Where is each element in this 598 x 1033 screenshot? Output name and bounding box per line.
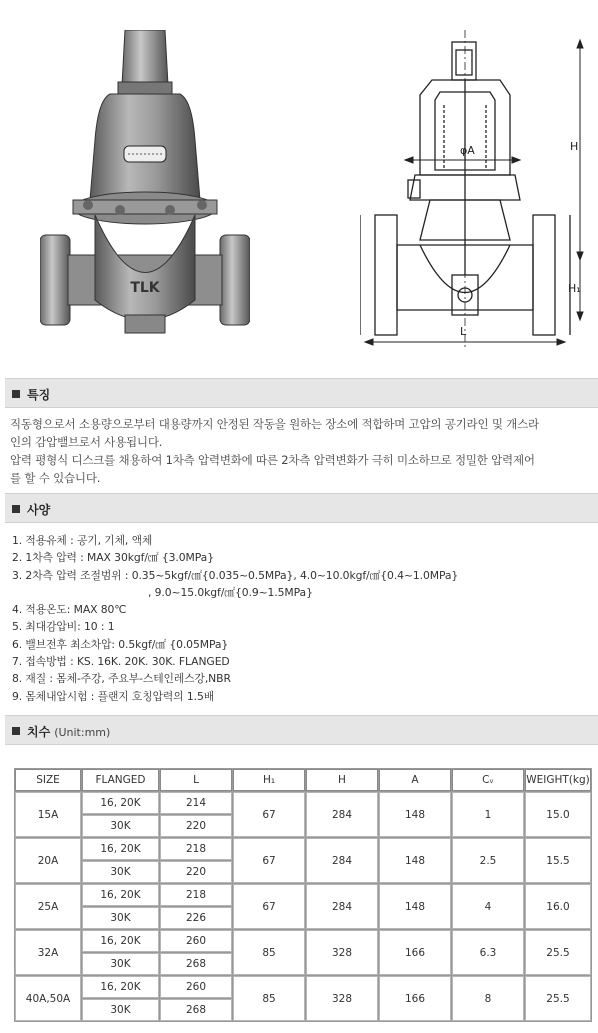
cell-flanged: 30K: [82, 999, 159, 1021]
cell-l: 226: [160, 907, 232, 929]
spec-item-continuation: , 9.0~15.0kgf/㎠{0.9~1.5MPa}: [148, 585, 313, 599]
table-row: [15, 976, 591, 998]
cell-h1: 67: [233, 884, 305, 929]
cell-a: 148: [379, 792, 451, 837]
dim-label-phi-a: φA: [460, 144, 475, 157]
cell-weight: 15.5: [525, 838, 591, 883]
spec-item: 4. 적용온도: MAX 80℃: [12, 603, 127, 617]
valve-logo: TLK: [130, 280, 160, 296]
cell-flanged: 16, 20K: [82, 976, 159, 998]
col-header-size: SIZE: [15, 769, 81, 791]
cell-cv: 2.5: [452, 838, 524, 883]
spec-item: 3. 2차측 압력 조절범위 : 0.35~5kgf/㎠{0.035~0.5MPa}, 4.0~10.0kgf/㎠{0.4~1.0MPa}: [12, 568, 459, 582]
cell-l: 214: [160, 792, 232, 814]
cell-size: 32A: [15, 930, 81, 975]
table-row: [15, 792, 591, 814]
dimensions-title: [27, 723, 110, 740]
cell-size: 25A: [15, 884, 81, 929]
cell-cv: 6.3: [452, 930, 524, 975]
cell-size: 20A: [15, 838, 81, 883]
spec-item: 2. 1차측 압력 : MAX 30kgf/㎠ {3.0MPa}: [12, 551, 214, 565]
valve-cross-section-drawing: [360, 20, 590, 355]
dim-label-l: L: [460, 325, 467, 338]
spec-item: 6. 밸브전후 최소차압: 0.5kgf/㎠ {0.05MPa}: [12, 637, 229, 651]
dim-label-h1: H₁: [568, 282, 581, 295]
specs-section-header: [5, 493, 598, 523]
cell-h: 284: [306, 838, 378, 883]
col-header-flanged: FLANGED: [82, 769, 159, 791]
cell-l: 268: [160, 953, 232, 975]
cell-cv: 4: [452, 884, 524, 929]
cell-h1: 85: [233, 976, 305, 1021]
spec-item: 5. 최대감압비: 10 : 1: [12, 620, 115, 634]
cell-weight: 25.5: [525, 930, 591, 975]
cell-flanged: 30K: [82, 815, 159, 837]
features-title: 특징: [27, 388, 51, 402]
features-section-header: [5, 378, 598, 408]
dimensions-unit: (Unit:mm): [54, 726, 111, 739]
cell-weight: 15.0: [525, 792, 591, 837]
cell-size: 15A: [15, 792, 81, 837]
cell-h: 284: [306, 884, 378, 929]
specs-title: 사양: [27, 503, 51, 517]
cell-l: 220: [160, 815, 232, 837]
spec-list: [12, 532, 592, 705]
cell-a: 166: [379, 930, 451, 975]
cell-weight: 16.0: [525, 884, 591, 929]
cell-l: 260: [160, 930, 232, 952]
cell-h1: 67: [233, 792, 305, 837]
square-bullet-icon: [12, 390, 20, 398]
col-header-weight: WEIGHT(kg): [525, 769, 591, 791]
cell-h: 328: [306, 930, 378, 975]
cell-flanged: 16, 20K: [82, 792, 159, 814]
square-bullet-icon: [12, 505, 20, 513]
spec-item: 8. 재질 : 몸체-주강, 주요부-스테인레스강,NBR: [12, 672, 231, 686]
square-bullet-icon: [12, 727, 20, 735]
col-header-cv: Cᵥ: [452, 769, 524, 791]
dimensions-title-text: 치수: [27, 725, 51, 739]
cell-weight: 25.5: [525, 976, 591, 1021]
features-line: 직동형으로서 소용량으로부터 대용량까지 안정된 작동을 원하는 장소에 적합하며 고압의 공기라인 및 개스라: [10, 417, 539, 431]
cell-h: 328: [306, 976, 378, 1021]
spec-item: 1. 적용유체 : 공기, 기체, 액체: [12, 534, 153, 547]
cell-l: 218: [160, 884, 232, 906]
features-text: [10, 415, 595, 487]
features-line: 를 할 수 있습니다.: [10, 471, 101, 485]
valve-photo: [40, 30, 250, 340]
cell-size: 40A,50A: [15, 976, 81, 1021]
table-row: [15, 930, 591, 952]
cell-flanged: 30K: [82, 861, 159, 883]
product-image-area: [0, 0, 598, 372]
cell-h1: 85: [233, 930, 305, 975]
cell-h: 284: [306, 792, 378, 837]
col-header-a: A: [379, 769, 451, 791]
col-header-l: L: [160, 769, 232, 791]
dimensions-section-header: [5, 715, 598, 745]
cell-l: 260: [160, 976, 232, 998]
cell-a: 148: [379, 884, 451, 929]
cell-l: 218: [160, 838, 232, 860]
cell-flanged: 16, 20K: [82, 930, 159, 952]
cell-flanged: 16, 20K: [82, 838, 159, 860]
cell-flanged: 30K: [82, 907, 159, 929]
cell-flanged: 16, 20K: [82, 884, 159, 906]
cell-flanged: 30K: [82, 953, 159, 975]
table-row: [15, 838, 591, 860]
cell-l: 220: [160, 861, 232, 883]
col-header-h: H: [306, 769, 378, 791]
table-header-row: [15, 769, 591, 791]
cell-h1: 67: [233, 838, 305, 883]
spec-item: 9. 몸체내압시험 : 플랜지 호칭압력의 1.5배: [12, 689, 215, 703]
col-header-h1: H₁: [233, 769, 305, 791]
cell-cv: 1: [452, 792, 524, 837]
table-row: [15, 884, 591, 906]
spec-item: 7. 접속방법 : KS. 16K. 20K. 30K. FLANGED: [12, 655, 230, 669]
cell-l: 268: [160, 999, 232, 1021]
features-line: 인의 감압밸브로서 사용됩니다.: [10, 435, 163, 449]
cell-a: 166: [379, 976, 451, 1021]
dimensions-table: [14, 768, 592, 1022]
cell-cv: 8: [452, 976, 524, 1021]
features-line: 압력 평형식 디스크를 채용하여 1차측 압력변화에 따른 2차측 압력변화가 극히 미소하므로 정밀한 압력제어: [10, 453, 535, 467]
cell-a: 148: [379, 838, 451, 883]
dim-label-h: H: [570, 140, 579, 153]
